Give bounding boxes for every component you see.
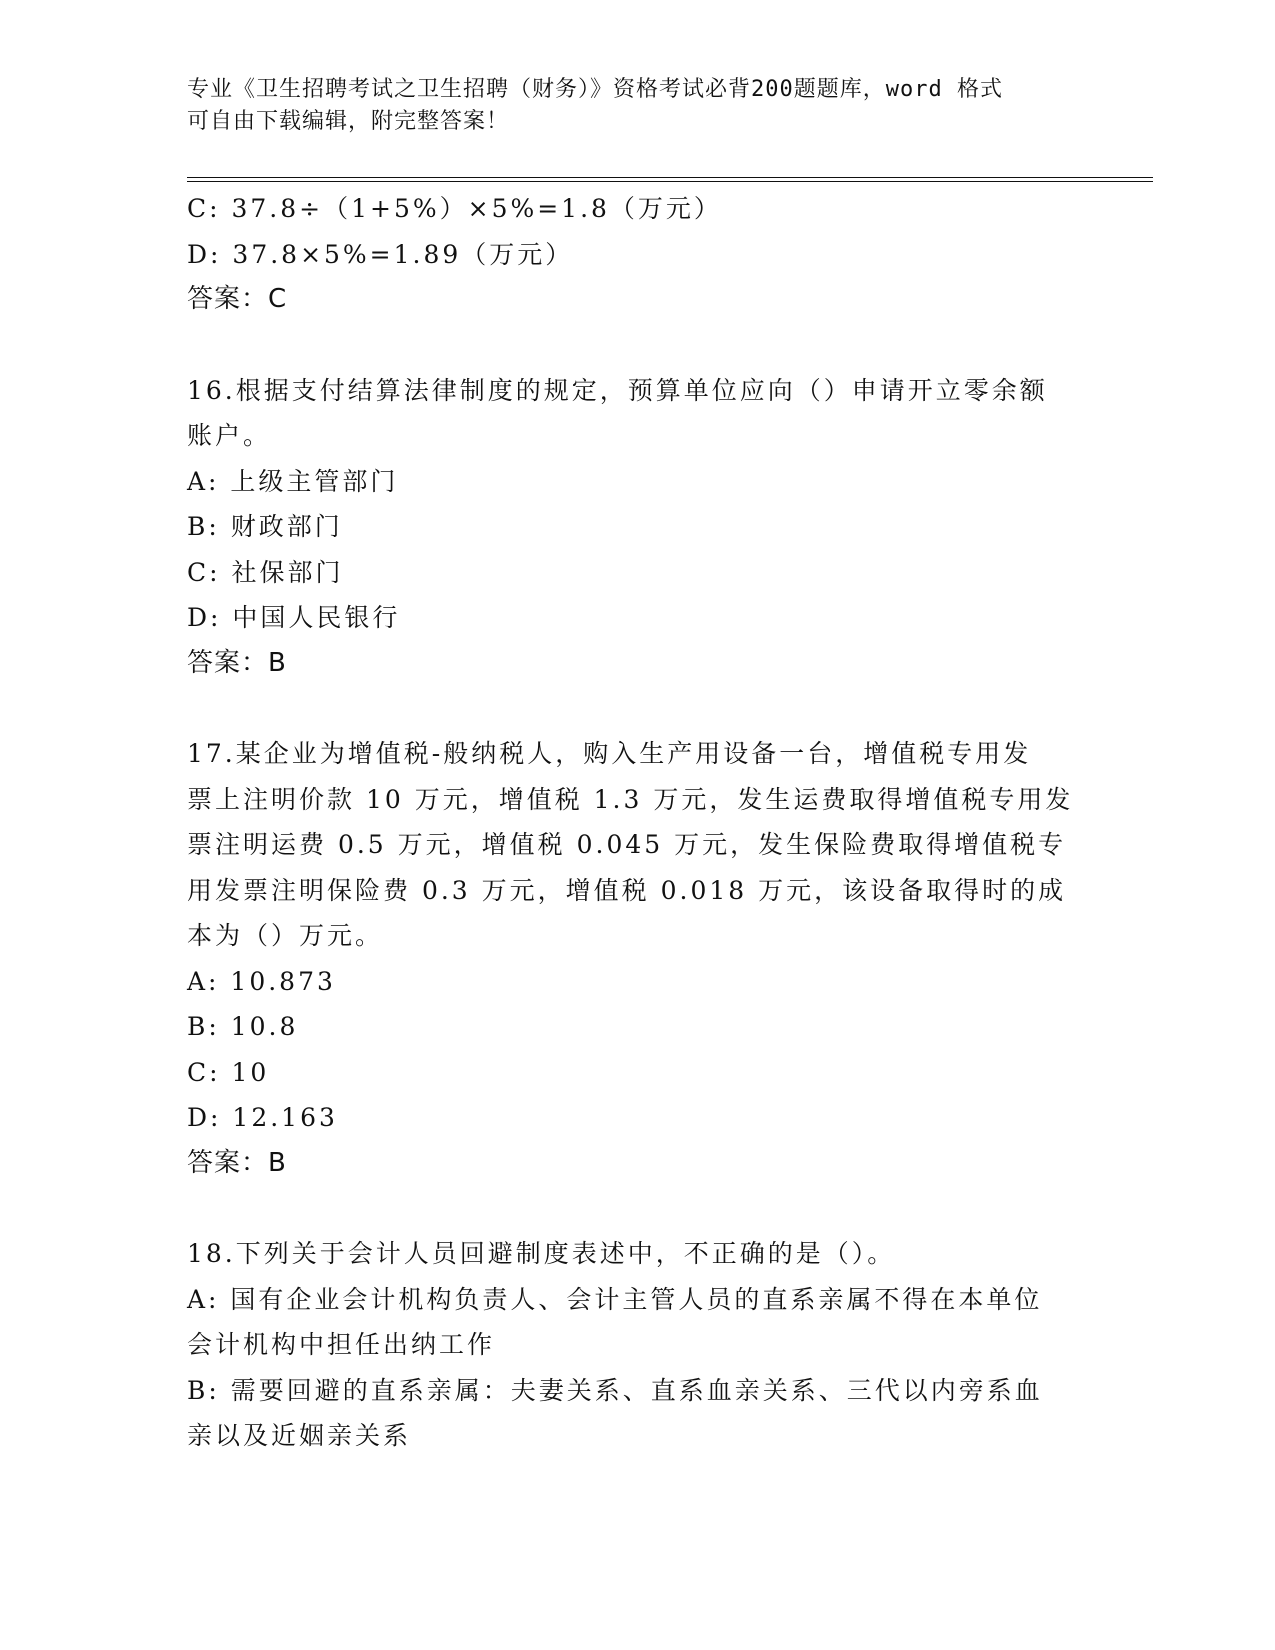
- answer-label: 答案：B: [187, 1147, 287, 1178]
- option-b-continued: 亲以及近姻亲关系: [187, 1421, 412, 1450]
- answer-label: 答案：C: [187, 284, 288, 314]
- question-stem-continued: 本为（）万元。: [187, 921, 384, 950]
- document-header: [187, 74, 1067, 138]
- question-stem-continued: 票注明运费 0.5 万元，增值税 0.045 万元，发生保险费取得增值税专: [187, 830, 1067, 859]
- header-title-line-1: 专业《卫生招聘考试之卫生招聘（财务）》资格考试必背200题题库，word 格式: [187, 77, 1003, 102]
- document-body: [187, 186, 1077, 1459]
- option-a: A: 国有企业会计机构负责人、会计主管人员的直系亲属不得在本单位: [187, 1284, 1043, 1314]
- option-b: B: 需要回避的直系亲属：夫妻关系、直系血亲关系、三代以内旁系血: [187, 1375, 1043, 1405]
- option-a: A: 10.873: [187, 966, 336, 996]
- option-d: D: 12.163: [187, 1103, 338, 1132]
- question-stem-continued: 账户。: [187, 421, 272, 450]
- option-c: C: 社保部门: [187, 557, 344, 587]
- question-18: [187, 1231, 1077, 1459]
- header-divider-top: [187, 177, 1153, 178]
- question-stem: 16.根据支付结算法律制度的规定，预算单位应向（）申请开立零余额: [187, 375, 1048, 405]
- question-stem-continued: 用发票注明保险费 0.3 万元，增值税 0.018 万元，该设备取得时的成: [187, 875, 1067, 905]
- option-d: D: 37.8×5%=1.89（万元）: [187, 239, 574, 269]
- question-17: [187, 731, 1077, 1186]
- question-stem: 17.某企业为增值税-般纳税人，购入生产用设备一台，增值税专用发: [187, 739, 1032, 768]
- option-a: A: 上级主管部门: [187, 466, 399, 496]
- header-divider-bottom: [187, 181, 1153, 182]
- option-b: B: 10.8: [187, 1012, 299, 1041]
- option-b: B: 财政部门: [187, 512, 343, 541]
- question-15-tail: [187, 186, 1077, 323]
- option-c: C: 10: [187, 1057, 270, 1087]
- answer-label: 答案：B: [187, 647, 287, 678]
- question-16: [187, 368, 1077, 687]
- option-c: C: 37.8÷（1+5%）×5%=1.8（万元）: [187, 194, 722, 223]
- question-stem-continued: 票上注明价款 10 万元，增值税 1.3 万元，发生运费取得增值税专用发: [187, 784, 1074, 814]
- option-d: D: 中国人民银行: [187, 603, 401, 632]
- option-a-continued: 会计机构中担任出纳工作: [187, 1330, 496, 1359]
- header-title-line-2: 可自由下载编辑，附完整答案！: [187, 109, 510, 134]
- question-stem: 18.下列关于会计人员回避制度表述中，不正确的是（）。: [187, 1239, 896, 1268]
